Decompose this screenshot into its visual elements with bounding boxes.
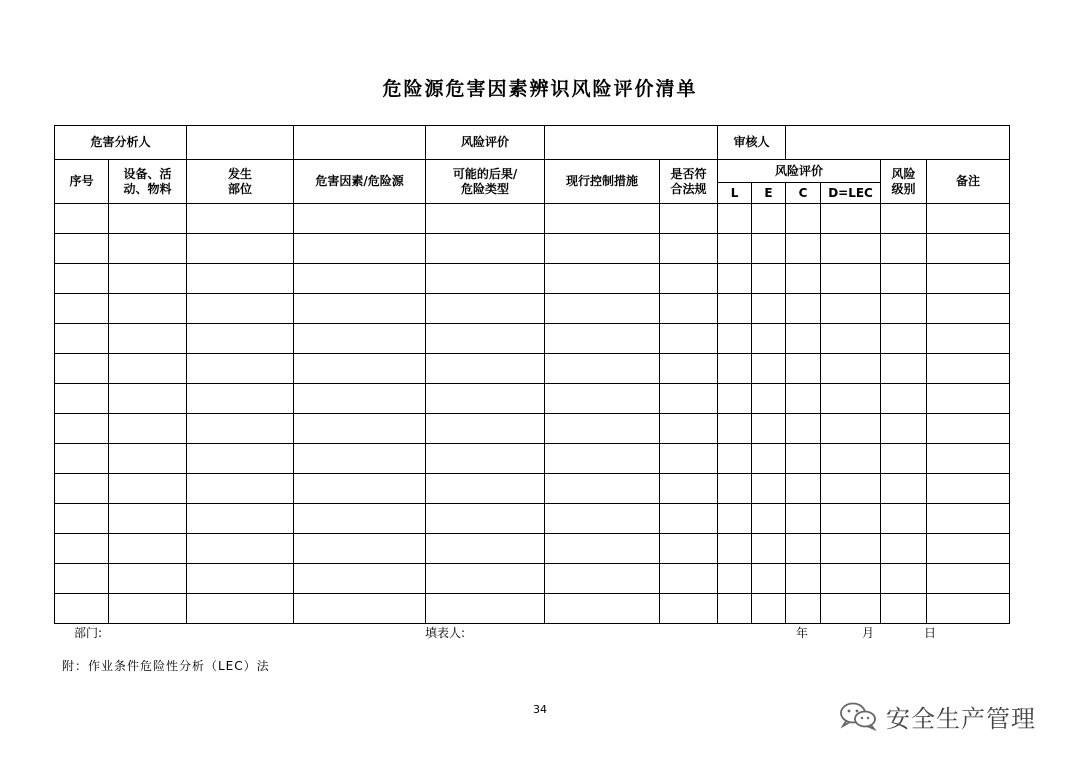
table-cell[interactable] (927, 234, 1010, 264)
table-cell[interactable] (545, 384, 660, 414)
table-cell[interactable] (545, 594, 660, 624)
table-cell[interactable] (294, 474, 426, 504)
table-cell[interactable] (545, 414, 660, 444)
table-row (55, 594, 1010, 624)
appendix-note: 附：作业条件危险性分析（LEC）法 (62, 659, 270, 673)
table-cell[interactable] (187, 414, 294, 444)
table-row (55, 264, 1010, 294)
table-cell[interactable] (786, 414, 821, 444)
table-cell[interactable] (821, 474, 881, 504)
header-row (55, 160, 1010, 183)
header-level-line1: 风险 (891, 166, 916, 181)
header-D: D=LEC (821, 183, 881, 204)
table-cell[interactable] (109, 414, 187, 444)
header-E: E (752, 183, 786, 204)
table-cell[interactable] (55, 414, 109, 444)
table-cell[interactable] (786, 204, 821, 234)
header-level (881, 160, 927, 204)
table-cell[interactable] (545, 534, 660, 564)
table-cell[interactable] (718, 384, 752, 414)
table-cell[interactable] (294, 354, 426, 384)
table-cell[interactable] (187, 444, 294, 474)
table-cell[interactable] (881, 504, 927, 534)
table-cell[interactable] (881, 474, 927, 504)
table-cell[interactable] (187, 234, 294, 264)
table-row (55, 474, 1010, 504)
table-cell[interactable] (821, 354, 881, 384)
table-cell[interactable] (426, 534, 545, 564)
table-cell[interactable] (786, 444, 821, 474)
table-cell[interactable] (752, 504, 786, 534)
table-row (55, 294, 1010, 324)
table-cell[interactable] (927, 384, 1010, 414)
table-cell[interactable] (718, 564, 752, 594)
header-L: L (718, 183, 752, 204)
header-compliance-line2: 合法规 (670, 181, 707, 196)
table-cell[interactable] (786, 264, 821, 294)
table-cell[interactable] (426, 564, 545, 594)
header-level-line2: 级别 (891, 181, 916, 196)
table-cell[interactable] (881, 534, 927, 564)
table-cell[interactable] (109, 234, 187, 264)
table-cell[interactable] (881, 354, 927, 384)
table-cell[interactable] (927, 594, 1010, 624)
table-cell[interactable] (718, 594, 752, 624)
table-cell[interactable] (786, 384, 821, 414)
table-row (55, 414, 1010, 444)
table-cell[interactable] (109, 204, 187, 234)
table-cell[interactable] (718, 444, 752, 474)
table-cell[interactable] (187, 204, 294, 234)
table-cell[interactable] (55, 444, 109, 474)
table-cell[interactable] (55, 354, 109, 384)
table-cell[interactable] (187, 564, 294, 594)
table-cell[interactable] (660, 294, 718, 324)
header-equipment-line1: 设备、活 (123, 166, 172, 181)
table-row (55, 234, 1010, 264)
info-blank[interactable] (294, 126, 426, 160)
table-cell[interactable] (187, 474, 294, 504)
risk-eval-label: 风险评价 (426, 126, 545, 160)
table-row (55, 384, 1010, 414)
table-cell[interactable] (881, 264, 927, 294)
table-cell[interactable] (426, 354, 545, 384)
table-cell[interactable] (660, 594, 718, 624)
table-cell[interactable] (752, 594, 786, 624)
table-cell[interactable] (545, 564, 660, 594)
wechat-icon (838, 700, 878, 732)
table-cell[interactable] (660, 474, 718, 504)
table-cell[interactable] (109, 594, 187, 624)
table-cell[interactable] (821, 234, 881, 264)
header-consequence-line1: 可能的后果/ (452, 166, 518, 181)
watermark-text: 安全生产管理 (886, 704, 1036, 733)
table-cell[interactable] (187, 534, 294, 564)
table-cell[interactable] (109, 294, 187, 324)
table-cell[interactable] (660, 384, 718, 414)
table-cell[interactable] (426, 324, 545, 354)
table-cell[interactable] (545, 354, 660, 384)
header-equipment-line2: 动、物料 (123, 181, 172, 196)
table-cell[interactable] (660, 534, 718, 564)
table-cell[interactable] (786, 474, 821, 504)
table-cell[interactable] (55, 534, 109, 564)
table-cell[interactable] (927, 504, 1010, 534)
table-cell[interactable] (821, 504, 881, 534)
header-remarks: 备注 (927, 160, 1010, 204)
table-cell[interactable] (426, 384, 545, 414)
table-cell[interactable] (881, 204, 927, 234)
table-cell[interactable] (660, 204, 718, 234)
analyst-label: 危害分析人 (55, 126, 187, 160)
table-cell[interactable] (426, 204, 545, 234)
table-cell[interactable] (752, 204, 786, 234)
table-cell[interactable] (109, 324, 187, 354)
table-cell[interactable] (294, 234, 426, 264)
table-cell[interactable] (545, 474, 660, 504)
table-cell[interactable] (821, 594, 881, 624)
table-cell[interactable] (187, 264, 294, 294)
table-cell[interactable] (752, 354, 786, 384)
header-C: C (786, 183, 821, 204)
table-cell[interactable] (426, 414, 545, 444)
table-cell[interactable] (752, 324, 786, 354)
table-cell[interactable] (718, 294, 752, 324)
table-cell[interactable] (109, 504, 187, 534)
table-cell[interactable] (752, 294, 786, 324)
table-cell[interactable] (752, 234, 786, 264)
table-cell[interactable] (109, 444, 187, 474)
table-cell[interactable] (881, 414, 927, 444)
table-cell[interactable] (545, 264, 660, 294)
table-cell[interactable] (927, 324, 1010, 354)
table-cell[interactable] (718, 264, 752, 294)
info-row (55, 126, 1010, 160)
table-cell[interactable] (752, 534, 786, 564)
table-cell[interactable] (109, 534, 187, 564)
table-cell[interactable] (426, 234, 545, 264)
table-cell[interactable] (426, 504, 545, 534)
table-cell[interactable] (294, 444, 426, 474)
table-cell[interactable] (881, 294, 927, 324)
table-cell[interactable] (426, 474, 545, 504)
table-cell[interactable] (55, 384, 109, 414)
table-cell[interactable] (545, 204, 660, 234)
header-consequence-line2: 危险类型 (461, 181, 510, 196)
table-cell[interactable] (545, 504, 660, 534)
header-risk-eval-group: 风险评价 (718, 160, 881, 183)
table-row (55, 354, 1010, 384)
risk-assessment-table (54, 125, 1010, 624)
header-compliance-line1: 是否符 (670, 166, 707, 181)
page-number: 34 (533, 703, 547, 716)
header-equipment (109, 160, 187, 204)
table-cell[interactable] (881, 384, 927, 414)
table-cell[interactable] (821, 324, 881, 354)
table-cell[interactable] (545, 324, 660, 354)
table-cell[interactable] (927, 534, 1010, 564)
header-seq: 序号 (55, 160, 109, 204)
table-cell[interactable] (752, 384, 786, 414)
table-cell[interactable] (55, 594, 109, 624)
table-cell[interactable] (718, 354, 752, 384)
table-cell[interactable] (55, 504, 109, 534)
table-cell[interactable] (718, 324, 752, 354)
table-cell[interactable] (718, 474, 752, 504)
table-cell[interactable] (294, 264, 426, 294)
table-cell[interactable] (55, 564, 109, 594)
table-cell[interactable] (881, 564, 927, 594)
table-cell[interactable] (426, 264, 545, 294)
table-cell[interactable] (786, 504, 821, 534)
table-body (55, 204, 1010, 624)
table-cell[interactable] (187, 594, 294, 624)
footer-filler: 填表人: (425, 626, 466, 640)
table-cell[interactable] (821, 564, 881, 594)
table-cell[interactable] (786, 234, 821, 264)
table-cell[interactable] (545, 234, 660, 264)
table-row (55, 324, 1010, 354)
table-cell[interactable] (660, 264, 718, 294)
footer-day: 日 (924, 626, 937, 640)
table-cell[interactable] (294, 384, 426, 414)
table-cell[interactable] (718, 204, 752, 234)
page-title: 危险源危害因素辨识风险评价清单 (382, 78, 698, 100)
table-row (55, 504, 1010, 534)
table-row (55, 444, 1010, 474)
table-cell[interactable] (821, 444, 881, 474)
table-cell[interactable] (881, 324, 927, 354)
table-cell[interactable] (660, 234, 718, 264)
table-cell[interactable] (55, 234, 109, 264)
table-cell[interactable] (752, 264, 786, 294)
reviewer-value[interactable] (786, 126, 1010, 160)
table-row (55, 564, 1010, 594)
table-cell[interactable] (55, 324, 109, 354)
table-cell[interactable] (187, 294, 294, 324)
table-cell[interactable] (786, 594, 821, 624)
footer-month: 月 (862, 626, 875, 640)
table-cell[interactable] (786, 354, 821, 384)
table-cell[interactable] (786, 564, 821, 594)
table-cell[interactable] (752, 564, 786, 594)
table-cell[interactable] (55, 204, 109, 234)
table-cell[interactable] (660, 444, 718, 474)
table-cell[interactable] (294, 504, 426, 534)
table-cell[interactable] (881, 234, 927, 264)
table-cell[interactable] (786, 294, 821, 324)
header-consequence (426, 160, 545, 204)
table-cell[interactable] (187, 324, 294, 354)
footer-dept: 部门: (74, 626, 103, 640)
table-cell[interactable] (927, 444, 1010, 474)
table-cell[interactable] (294, 564, 426, 594)
table-cell[interactable] (426, 594, 545, 624)
table-cell[interactable] (187, 354, 294, 384)
table-cell[interactable] (752, 414, 786, 444)
table-cell[interactable] (294, 534, 426, 564)
footer-year: 年 (796, 626, 809, 640)
analyst-value[interactable] (187, 126, 294, 160)
table-cell[interactable] (545, 294, 660, 324)
table-cell[interactable] (881, 594, 927, 624)
table-cell[interactable] (294, 294, 426, 324)
reviewer-label: 审核人 (718, 126, 786, 160)
table-cell[interactable] (426, 444, 545, 474)
table-cell[interactable] (187, 384, 294, 414)
table-row (55, 534, 1010, 564)
table-cell[interactable] (821, 534, 881, 564)
table-cell[interactable] (821, 294, 881, 324)
header-hazard: 危害因素/危险源 (294, 160, 426, 204)
table-cell[interactable] (927, 564, 1010, 594)
table-cell[interactable] (752, 474, 786, 504)
table-cell[interactable] (718, 234, 752, 264)
table-cell[interactable] (109, 264, 187, 294)
table-cell[interactable] (718, 504, 752, 534)
table-cell[interactable] (660, 414, 718, 444)
table-cell[interactable] (660, 354, 718, 384)
table-cell[interactable] (660, 504, 718, 534)
header-control: 现行控制措施 (545, 160, 660, 204)
header-location (187, 160, 294, 204)
table-cell[interactable] (821, 414, 881, 444)
table-cell[interactable] (821, 204, 881, 234)
table-cell[interactable] (109, 564, 187, 594)
table-cell[interactable] (426, 294, 545, 324)
table-cell[interactable] (55, 474, 109, 504)
table-cell[interactable] (927, 264, 1010, 294)
table-cell[interactable] (294, 414, 426, 444)
table-cell[interactable] (660, 324, 718, 354)
table-cell[interactable] (718, 534, 752, 564)
table-cell[interactable] (786, 534, 821, 564)
table-cell[interactable] (294, 204, 426, 234)
table-cell[interactable] (927, 204, 1010, 234)
table-cell[interactable] (927, 414, 1010, 444)
table-cell[interactable] (109, 474, 187, 504)
table-cell[interactable] (927, 354, 1010, 384)
table-cell[interactable] (109, 354, 187, 384)
header-location-line2: 部位 (228, 181, 253, 196)
table-cell[interactable] (55, 264, 109, 294)
table-cell[interactable] (545, 444, 660, 474)
header-location-line1: 发生 (228, 166, 253, 181)
watermark (838, 698, 1036, 734)
table-cell[interactable] (718, 414, 752, 444)
table-cell[interactable] (55, 294, 109, 324)
table-cell[interactable] (294, 594, 426, 624)
table-cell[interactable] (109, 384, 187, 414)
table-cell[interactable] (927, 474, 1010, 504)
header-compliance (660, 160, 718, 204)
table-cell[interactable] (821, 264, 881, 294)
table-cell[interactable] (927, 294, 1010, 324)
table-cell[interactable] (294, 324, 426, 354)
risk-eval-value[interactable] (545, 126, 718, 160)
table-cell[interactable] (786, 324, 821, 354)
table-cell[interactable] (881, 444, 927, 474)
table-row (55, 204, 1010, 234)
table-cell[interactable] (752, 444, 786, 474)
table-cell[interactable] (187, 504, 294, 534)
table-cell[interactable] (660, 564, 718, 594)
table-cell[interactable] (821, 384, 881, 414)
